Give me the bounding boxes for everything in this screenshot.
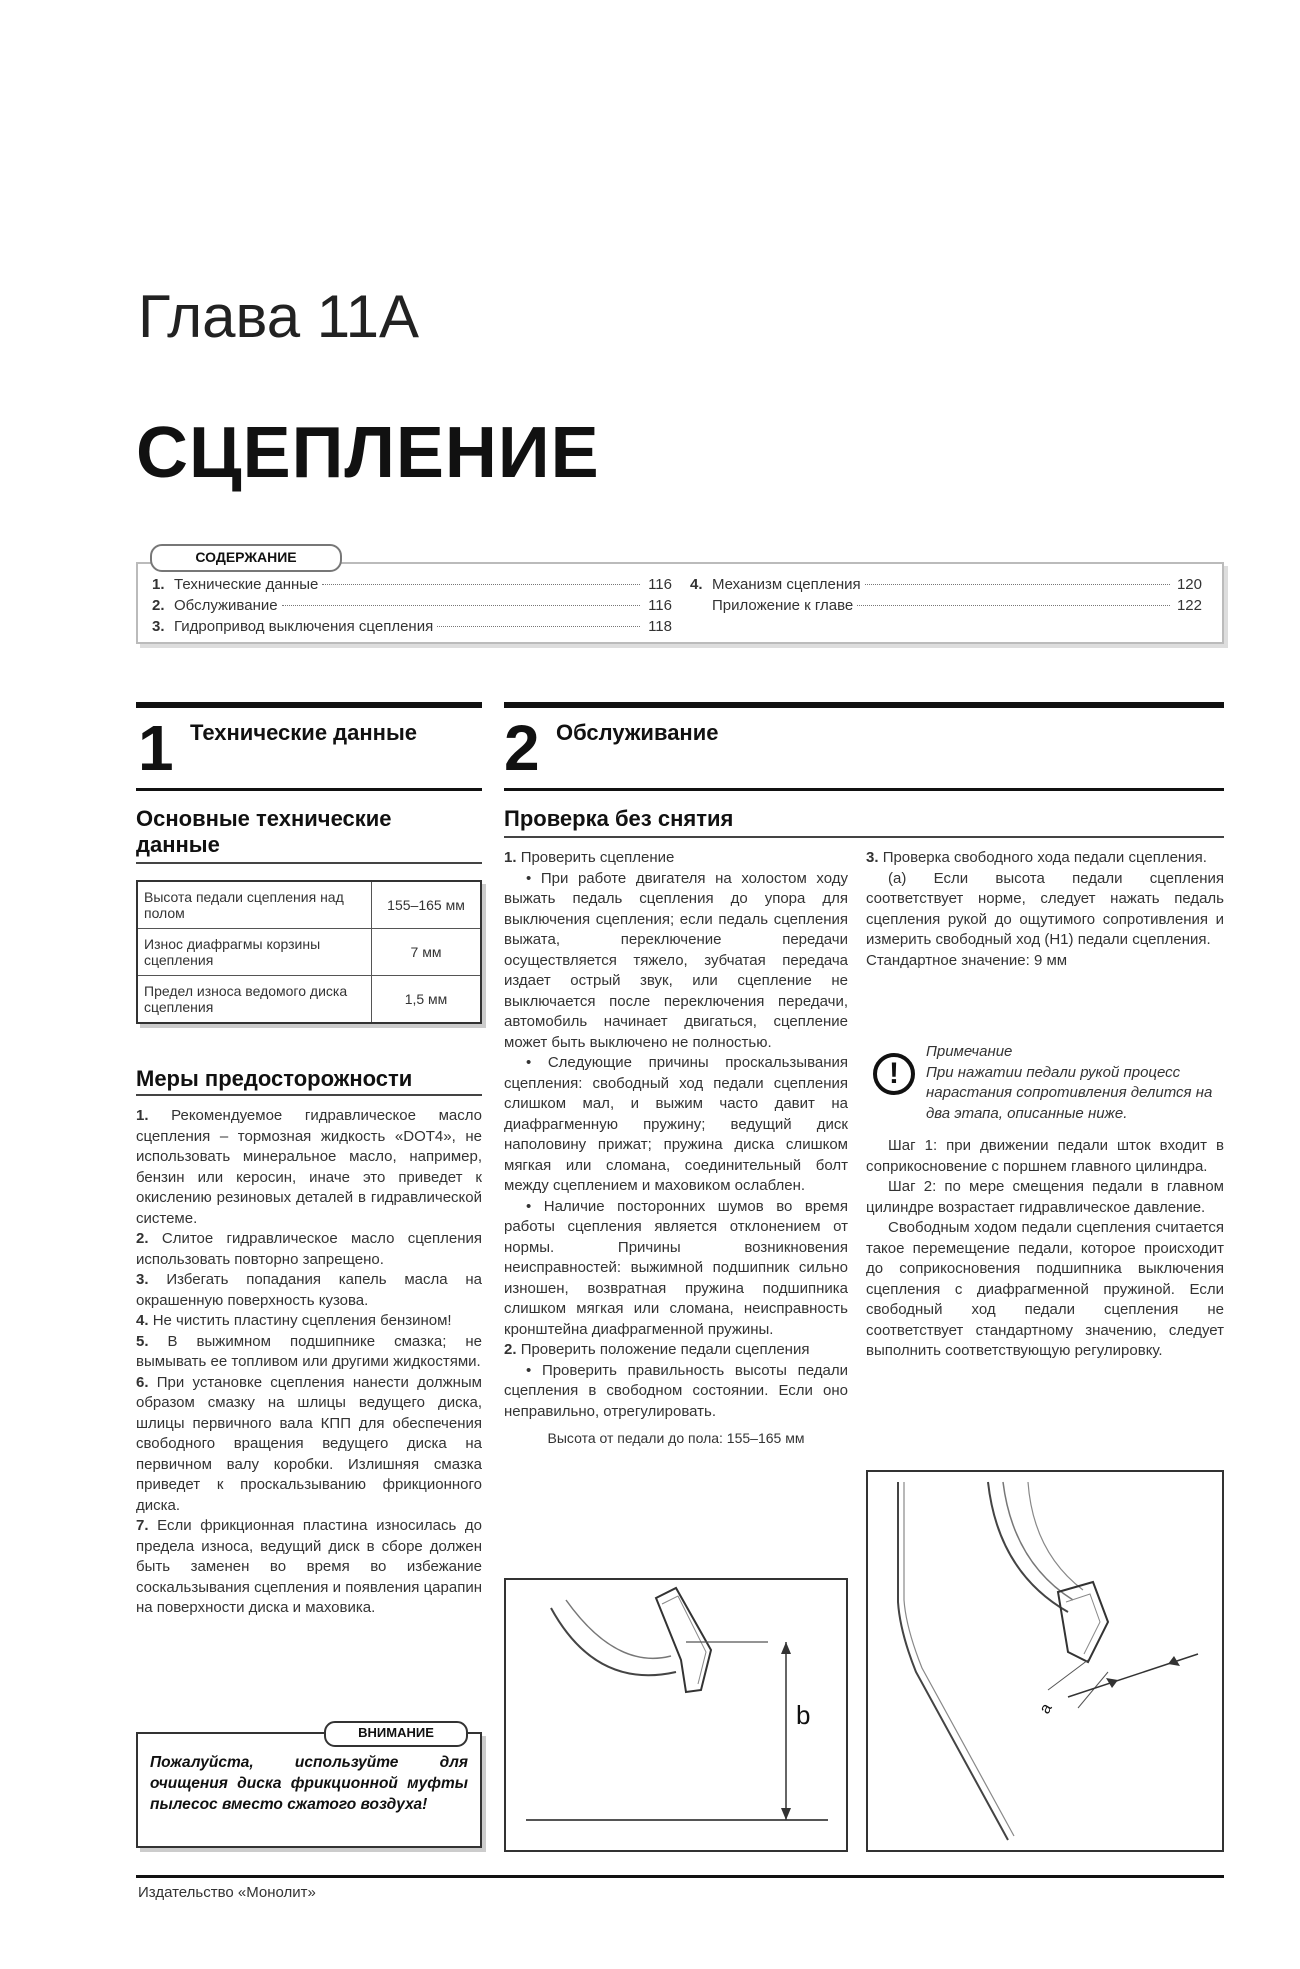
toc-item-label: Гидропривод выключения сцепления xyxy=(174,618,434,635)
toc-item-page: 120 xyxy=(1176,576,1202,593)
toc-item-page: 116 xyxy=(648,597,672,614)
toc-item-page: 122 xyxy=(1176,597,1202,614)
toc-item[interactable]: 1. Технические данные 116 xyxy=(152,576,672,593)
subheading: Меры предосторожности xyxy=(136,1066,413,1091)
section-rule xyxy=(136,788,482,791)
inspection-text: 1. Проверить сцепление • При работе двигателя на холостом ходу выжать педаль сцепления до упора для выключения сцепления; если педаль сцепления выжата, переключение передачи осуществляется тяжело, зубчатая передача издает острый звук, или сцепление не выключается после переключения передачи, автомобиль начинает двигаться, сцепление может быть выключено не полностью. • Следующие причины проскальзывания сцепления: свободный ход педали сцепления слишком мал, и выжим часто давит на диафрагменную пружину; ведущий диск наполовину прижат; пружина диска слишком мягкая или сломана, соединительный болт между сцеплением и маховиком ослаблен. • Наличие посторонних шумов во время работы сцепления является отклонением от нормы. Причины возникновения неисправностей: выжимной подшипник сильно изношен, возвратная пружина подшипника слишком мягкая или сломана, неисправность кронштейна диафрагменной пружины. 2. Проверить положение педали сцепления • Проверить правильность высоты педали сцепления в свободном состоянии. Если оно неправильно, отрегулировать. Высота от педали до пола: 155–165 мм xyxy=(504,848,848,1449)
section-rule xyxy=(136,702,482,708)
exclamation-icon: ! xyxy=(873,1053,915,1095)
warning-heading: ВНИМАНИЕ xyxy=(324,1721,468,1747)
steps-text: Шаг 1: при движении педали шток входит в соприкосновение с поршнем главного цилиндра. Шаг 2: по мере смещения педали в главном цилиндре возрастает гидравлическое давление. Свободным ходом педали сцепления считается такое перемещение педали, которое происходит до соприкосновения подшипника выключения сцепления с диафрагменной пружиной. Если свободный ход педали сцепления не соответствует стандартному значению, следует выполнить соответствующую регулировку. xyxy=(866,1137,1224,1359)
toc-column-left xyxy=(152,576,672,639)
dimension-label: a xyxy=(1036,1700,1056,1717)
spec-param: Высота педали сцепления над полом xyxy=(137,881,372,929)
toc-box xyxy=(136,562,1224,644)
section-number: 1 xyxy=(138,712,174,784)
toc-item-label: Обслуживание xyxy=(174,597,278,614)
toc-item-label: Технические данные xyxy=(174,576,319,593)
spec-param: Износ диафрагмы корзины сцепления xyxy=(137,929,372,976)
note-heading: Примечание xyxy=(926,1043,1013,1060)
page-title: СЦЕПЛЕНИЕ xyxy=(136,413,600,493)
toc-item-label: Приложение к главе xyxy=(712,597,854,614)
toc-item[interactable]: 4. Механизм сцепления 120 xyxy=(690,576,1202,593)
spec-value: 1,5 мм xyxy=(372,976,482,1024)
dimension-label: b xyxy=(796,1700,811,1730)
toc-item-page: 118 xyxy=(648,618,672,635)
spec-param: Предел износа ведомого диска сцепления xyxy=(137,976,372,1024)
spec-value: 7 мм xyxy=(372,929,482,976)
footer-rule xyxy=(136,1875,1224,1878)
section-rule xyxy=(504,702,1224,708)
toc-column-right xyxy=(690,576,1202,618)
toc-item-page: 116 xyxy=(648,576,672,593)
spec-value: 155–165 мм xyxy=(372,881,482,929)
section-rule xyxy=(504,788,1224,791)
free-play-figure xyxy=(866,1470,1224,1852)
note-block xyxy=(926,1042,1224,1124)
note-text: При нажатии педали рукой процесс нарастания сопротивления делится на два этапа, описанные ниже. xyxy=(926,1063,1213,1122)
precautions-list: 1. Рекомендуемое гидравлическое масло сцепления – тормозная жидкость «DOT4», не использовать минеральное масло, например, бензин или керосин, иначе это приведет к окислению резиновых деталей в гидравлической системе. 2. Слитое гидравлическое масло сцепления использовать повторно запрещено. 3. Избегать попадания капель масла на окрашенную поверхность кузова. 4. Не чистить пластину сцепления бензином! 5. В выжимном подшипнике смазка; не вымывать ее топливом или другими жидкостями. 6. При установке сцепления нанести должным образом смазку на шлицы ведущего диска, шлицы первичного вала КПП для обеспечения свободного вращения ведущего диска на первичном валу коробки. Излишняя смазка приведет к проскальзыванию фрикционного диска. 7. Если фрикционная пластина износилась до предела износа, ведущий диск в сборе должен быть заменен во время во избежание соскальзывания сцепления и появления царапин на поверхности диска и маховика. xyxy=(136,1107,483,1616)
section-title: Технические данные xyxy=(190,720,417,745)
publisher-footer: Издательство «Монолит» xyxy=(138,1884,316,1901)
table-row xyxy=(137,929,481,976)
section-number: 2 xyxy=(504,712,540,784)
figure-caption: Высота от педали до пола: 155–165 мм xyxy=(547,1430,805,1446)
toc-item[interactable] xyxy=(690,597,1202,618)
pedal-height-figure xyxy=(504,1578,848,1852)
table-row xyxy=(137,881,481,929)
toc-item[interactable]: 3. Гидропривод выключения сцепления 118 xyxy=(152,618,672,635)
spec-table xyxy=(136,880,482,1024)
table-row xyxy=(137,976,481,1024)
toc-item[interactable]: 2. Обслуживание 116 xyxy=(152,597,672,614)
free-play-diagram xyxy=(868,1472,1222,1850)
chapter-label: Глава 11А xyxy=(138,283,420,350)
section-title: Обслуживание xyxy=(556,720,719,745)
toc-item-label: Механизм сцепления xyxy=(712,576,861,593)
subheading: Основные технические данные xyxy=(136,806,392,857)
pedal-height-diagram xyxy=(506,1580,846,1850)
toc-heading: СОДЕРЖАНИЕ xyxy=(150,544,342,572)
subheading: Проверка без снятия xyxy=(504,806,734,831)
free-play-text: 3. Проверка свободного хода педали сцепления. (a) Если высота педали сцепления соответствует норме, следует нажать педаль сцепления рукой до ощутимого сопротивления и измерить свободный ход (H1) педали сцепления. Стандартное значение: 9 мм xyxy=(866,849,1224,969)
warning-box: Пожалуйста, используйте для очищения диска фрикционной муфты пылесос вместо сжатого воздуха! xyxy=(136,1732,482,1848)
